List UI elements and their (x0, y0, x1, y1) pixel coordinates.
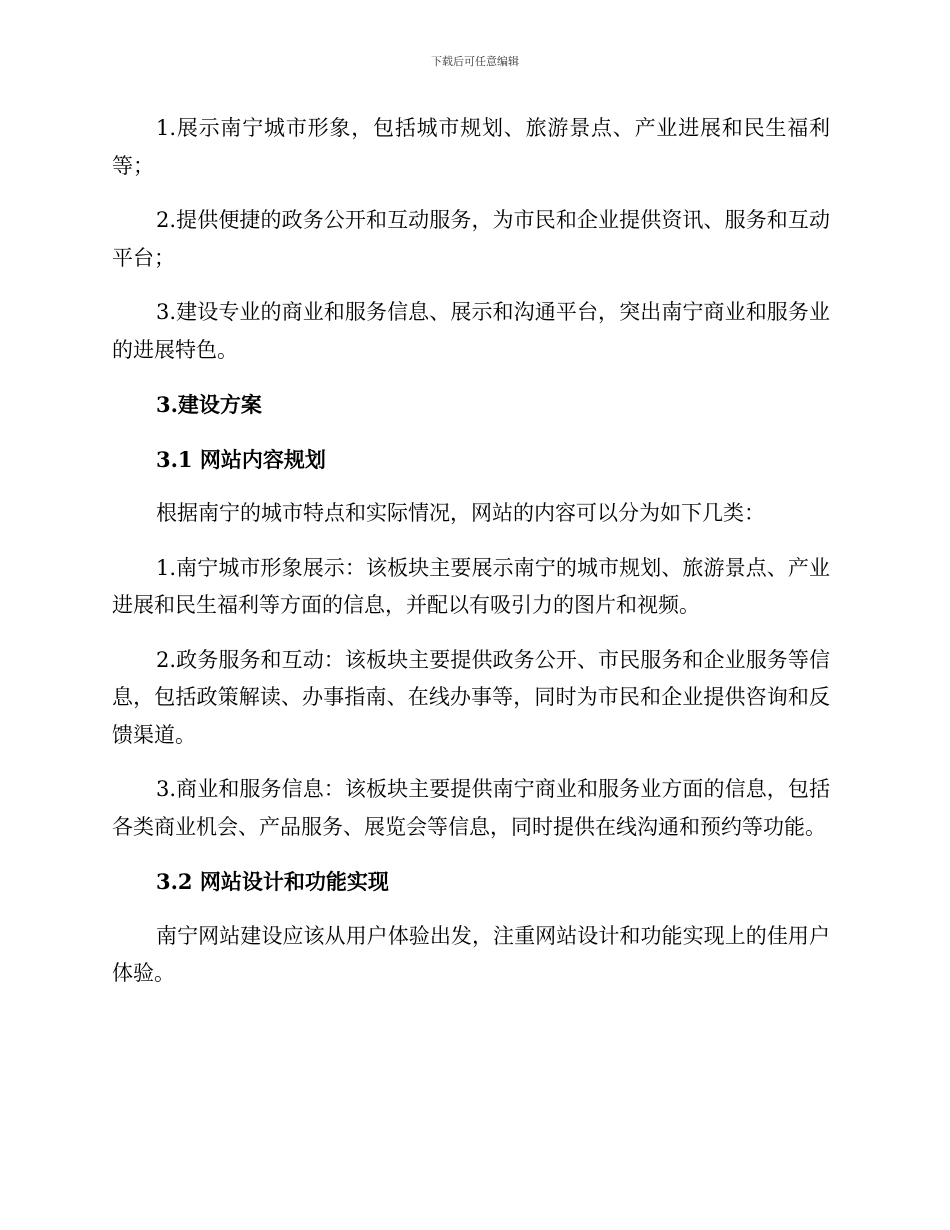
goal-item-1: 1.展示南宁城市形象，包括城市规划、旅游景点、产业进展和民生福利等； (112, 116, 830, 178)
content-category-2: 2.政务服务和互动：该板块主要提供政务公开、市民服务和企业服务等信息，包括政策解读、办事指南、在线办事等，同时为市民和企业提供咨询和反馈渠道。 (112, 647, 830, 747)
subsection-heading-3-1: 3.1 网站内容规划 (156, 446, 326, 472)
design-paragraph: 南宁网站建设应该从用户体验出发，注重网站设计和功能实现上的佳用户体验。 (112, 923, 830, 985)
content-category-1: 1.南宁城市形象展示：该板块主要展示南宁的城市规划、旅游景点、产业进展和民生福利等方面的信息，并配以有吸引力的图片和视频。 (112, 555, 830, 617)
content-category-3: 3.商业和服务信息：该板块主要提供南宁商业和服务业方面的信息，包括各类商业机会、产品服务、展览会等信息，同时提供在线沟通和预约等功能。 (112, 777, 830, 839)
header-note: 下载后可任意编辑 (431, 55, 519, 68)
goal-item-3: 3.建设专业的商业和服务信息、展示和沟通平台，突出南宁商业和服务业的进展特色。 (112, 300, 830, 362)
content-intro-paragraph: 根据南宁的城市特点和实际情况，网站的内容可以分为如下几类： (156, 501, 765, 525)
goal-item-2: 2.提供便捷的政务公开和互动服务，为市民和企业提供资讯、服务和互动平台； (112, 208, 830, 270)
subsection-heading-3-2: 3.2 网站设计和功能实现 (156, 869, 389, 894)
section-heading-3: 3.建设方案 (156, 392, 262, 417)
document-body (112, 110, 830, 993)
